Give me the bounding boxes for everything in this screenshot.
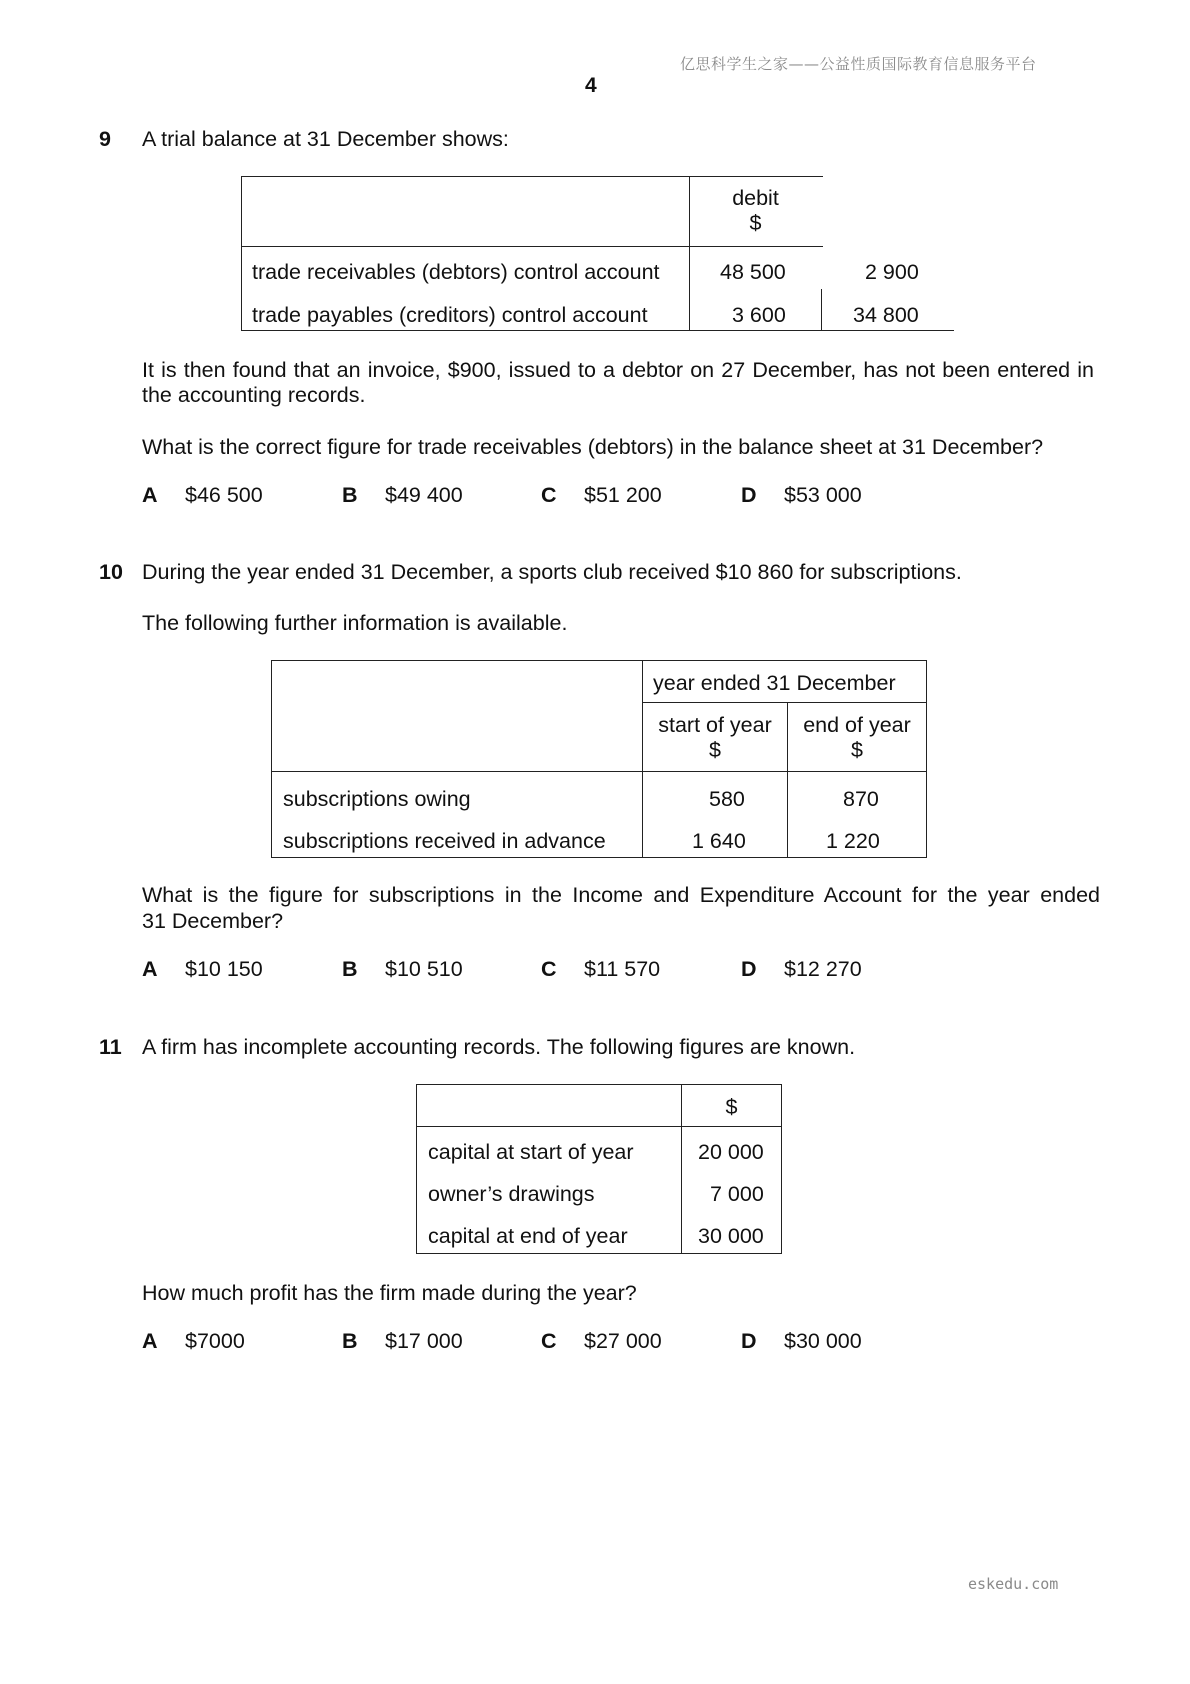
- option-letter: C: [541, 1329, 557, 1353]
- watermark-footer: eskedu.com: [968, 1575, 1059, 1593]
- row-label: capital at end of year: [428, 1224, 628, 1248]
- dollar-header: $: [725, 1095, 738, 1119]
- page-number: 4: [585, 74, 597, 97]
- end-of-year-header: [788, 713, 926, 763]
- option-letter: D: [741, 1329, 757, 1353]
- row-label: owner’s drawings: [428, 1182, 595, 1206]
- end-value: 1 220: [826, 829, 880, 853]
- row-label: trade payables (creditors) control account: [252, 303, 648, 327]
- option-value: $10 150: [185, 957, 263, 981]
- option-value: $27 000: [584, 1329, 662, 1353]
- option-letter: C: [541, 483, 557, 507]
- credit-value: 2 900: [865, 260, 919, 284]
- end-value: 870: [843, 787, 879, 811]
- end-of-year-label: end of year: [803, 713, 911, 737]
- question-number: 9: [99, 127, 111, 151]
- question-prompt: How much profit has the firm made during the year?: [142, 1281, 637, 1305]
- option-letter: A: [142, 957, 158, 981]
- row-label: subscriptions received in advance: [283, 829, 606, 853]
- option-value: $17 000: [385, 1329, 463, 1353]
- option-value: $53 000: [784, 483, 862, 507]
- debit-value: 3 600: [732, 303, 786, 327]
- option-letter: D: [741, 957, 757, 981]
- option-letter: B: [342, 483, 358, 507]
- debit-header-unit: $: [749, 211, 762, 235]
- start-of-year-label: start of year: [658, 713, 772, 737]
- question-info: The following further information is available.: [142, 611, 568, 635]
- question-intro: A trial balance at 31 December shows:: [142, 127, 509, 151]
- year-ended-header: year ended 31 December: [653, 671, 896, 695]
- row-value: 7 000: [710, 1182, 764, 1206]
- start-value: 580: [709, 787, 745, 811]
- option-value: $51 200: [584, 483, 662, 507]
- debit-value: 48 500: [720, 260, 786, 284]
- debit-header: [690, 186, 821, 236]
- option-letter: C: [541, 957, 557, 981]
- question-paragraph: It is then found that an invoice, $900, issued to a debtor on 27 December, has not been entered in the accounting records.: [142, 358, 1094, 407]
- question-number: 10: [99, 560, 123, 584]
- option-letter: B: [342, 957, 358, 981]
- option-value: $49 400: [385, 483, 463, 507]
- option-letter: B: [342, 1329, 358, 1353]
- question-prompt: What is the correct figure for trade receivables (debtors) in the balance sheet at 31 December?: [142, 435, 1044, 459]
- question-number: 11: [99, 1035, 122, 1059]
- option-letter: A: [142, 483, 158, 507]
- option-value: $7000: [185, 1329, 245, 1353]
- option-letter: D: [741, 483, 757, 507]
- option-value: $46 500: [185, 483, 263, 507]
- option-value: $12 270: [784, 957, 862, 981]
- question-intro: During the year ended 31 December, a sports club received $10 860 for subscriptions.: [142, 560, 962, 584]
- start-of-year-header: [643, 713, 787, 763]
- watermark-header: 亿思科学生之家——公益性质国际教育信息服务平台: [680, 55, 1037, 73]
- question-intro: A firm has incomplete accounting records. The following figures are known.: [142, 1035, 856, 1059]
- option-letter: A: [142, 1329, 158, 1353]
- start-of-year-unit: $: [709, 738, 721, 762]
- option-value: $30 000: [784, 1329, 862, 1353]
- row-value: 20 000: [698, 1140, 764, 1164]
- option-value: $11 570: [584, 957, 661, 981]
- row-label: trade receivables (debtors) control account: [252, 260, 660, 284]
- row-label: capital at start of year: [428, 1140, 634, 1164]
- credit-value: 34 800: [853, 303, 919, 327]
- option-value: $10 510: [385, 957, 463, 981]
- debit-header-label: debit: [732, 186, 779, 210]
- row-value: 30 000: [698, 1224, 764, 1248]
- row-label: subscriptions owing: [283, 787, 471, 811]
- start-value: 1 640: [692, 829, 746, 853]
- question-prompt-line2: 31 December?: [142, 909, 284, 933]
- question-prompt-line1: What is the figure for subscriptions in the Income and Expenditure Account for the year ended: [142, 883, 1100, 907]
- end-of-year-unit: $: [851, 738, 863, 762]
